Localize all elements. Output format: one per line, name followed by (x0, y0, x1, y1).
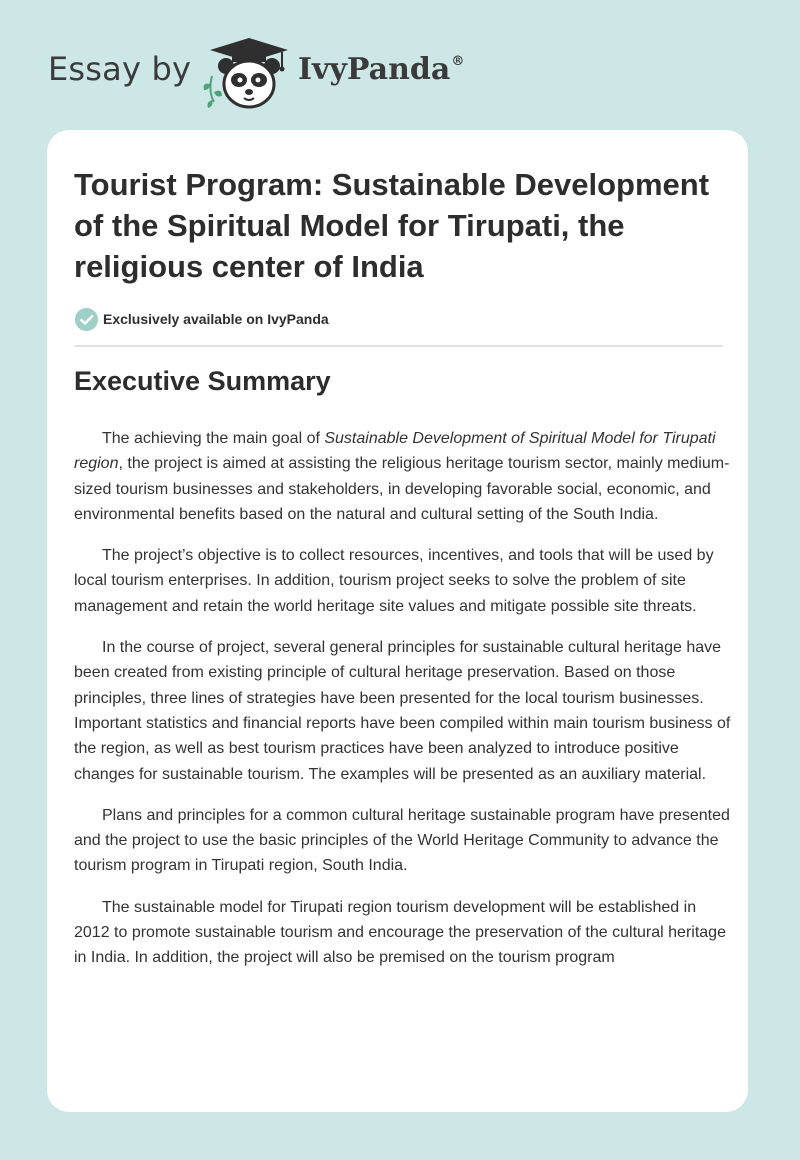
paragraph: Plans and principles for a common cultural heritage sustainable program have presented and the project to use the basic principles of the World Heritage Community to advance the tourism program in Tirupati region, South India. (74, 806, 730, 875)
essay-card (47, 130, 748, 1112)
italic-work-title: Sustainable Development of Spiritual Model for Tirupati region (74, 430, 716, 473)
paragraph: The achieving the main goal of Sustainable Development of Spiritual Model for Tirupati region, the project is aimed at assisting the religious heritage tourism sector, mainly medium-sized tourism businesses and stakeholders, in developing favorable social, economic, and environmental benefits based on the natural and cultural setting of the South India. (74, 430, 730, 523)
essay-title: Tourist Program: Sustainable Development of the Spiritual Model for Tirupati, the religious center of India (74, 167, 710, 284)
brand-logo-text[interactable]: IvyPanda® (298, 52, 465, 87)
brand-prefix: Essay by (48, 50, 192, 88)
check-circle-icon (74, 307, 99, 332)
panda-graduate-icon (202, 36, 296, 112)
title-divider (74, 345, 723, 347)
section-heading: Executive Summary (74, 366, 331, 396)
paragraph: The sustainable model for Tirupati region tourism development will be established in 2012 to promote sustainable tourism and encourage the preservation of the cultural heritage in India. In addition, the project will also be premised on the tourism program (74, 898, 726, 967)
essay-body (74, 426, 734, 987)
site-header (48, 30, 488, 112)
exclusive-badge-text: Exclusively available on IvyPanda (103, 311, 329, 327)
paragraph: The project’s objective is to collect resources, incentives, and tools that will be used by local tourism enterprises. In addition, tourism project seeks to solve the problem of site management and retain the world heritage site values and mitigate possible site threats. (74, 547, 714, 615)
exclusive-badge (74, 306, 329, 332)
paragraph: In the course of project, several general principles for sustainable cultural heritage have been created from existing principle of cultural heritage preservation. Based on those principles, three lines of strategies have been presented for the local tourism businesses. Important statistics and financial reports have been compiled within main tourism business of the region, as well as best tourism practices have been analyzed to introduce positive changes for sustainable tourism. The examples will be presented as an auxiliary material. (74, 639, 731, 783)
